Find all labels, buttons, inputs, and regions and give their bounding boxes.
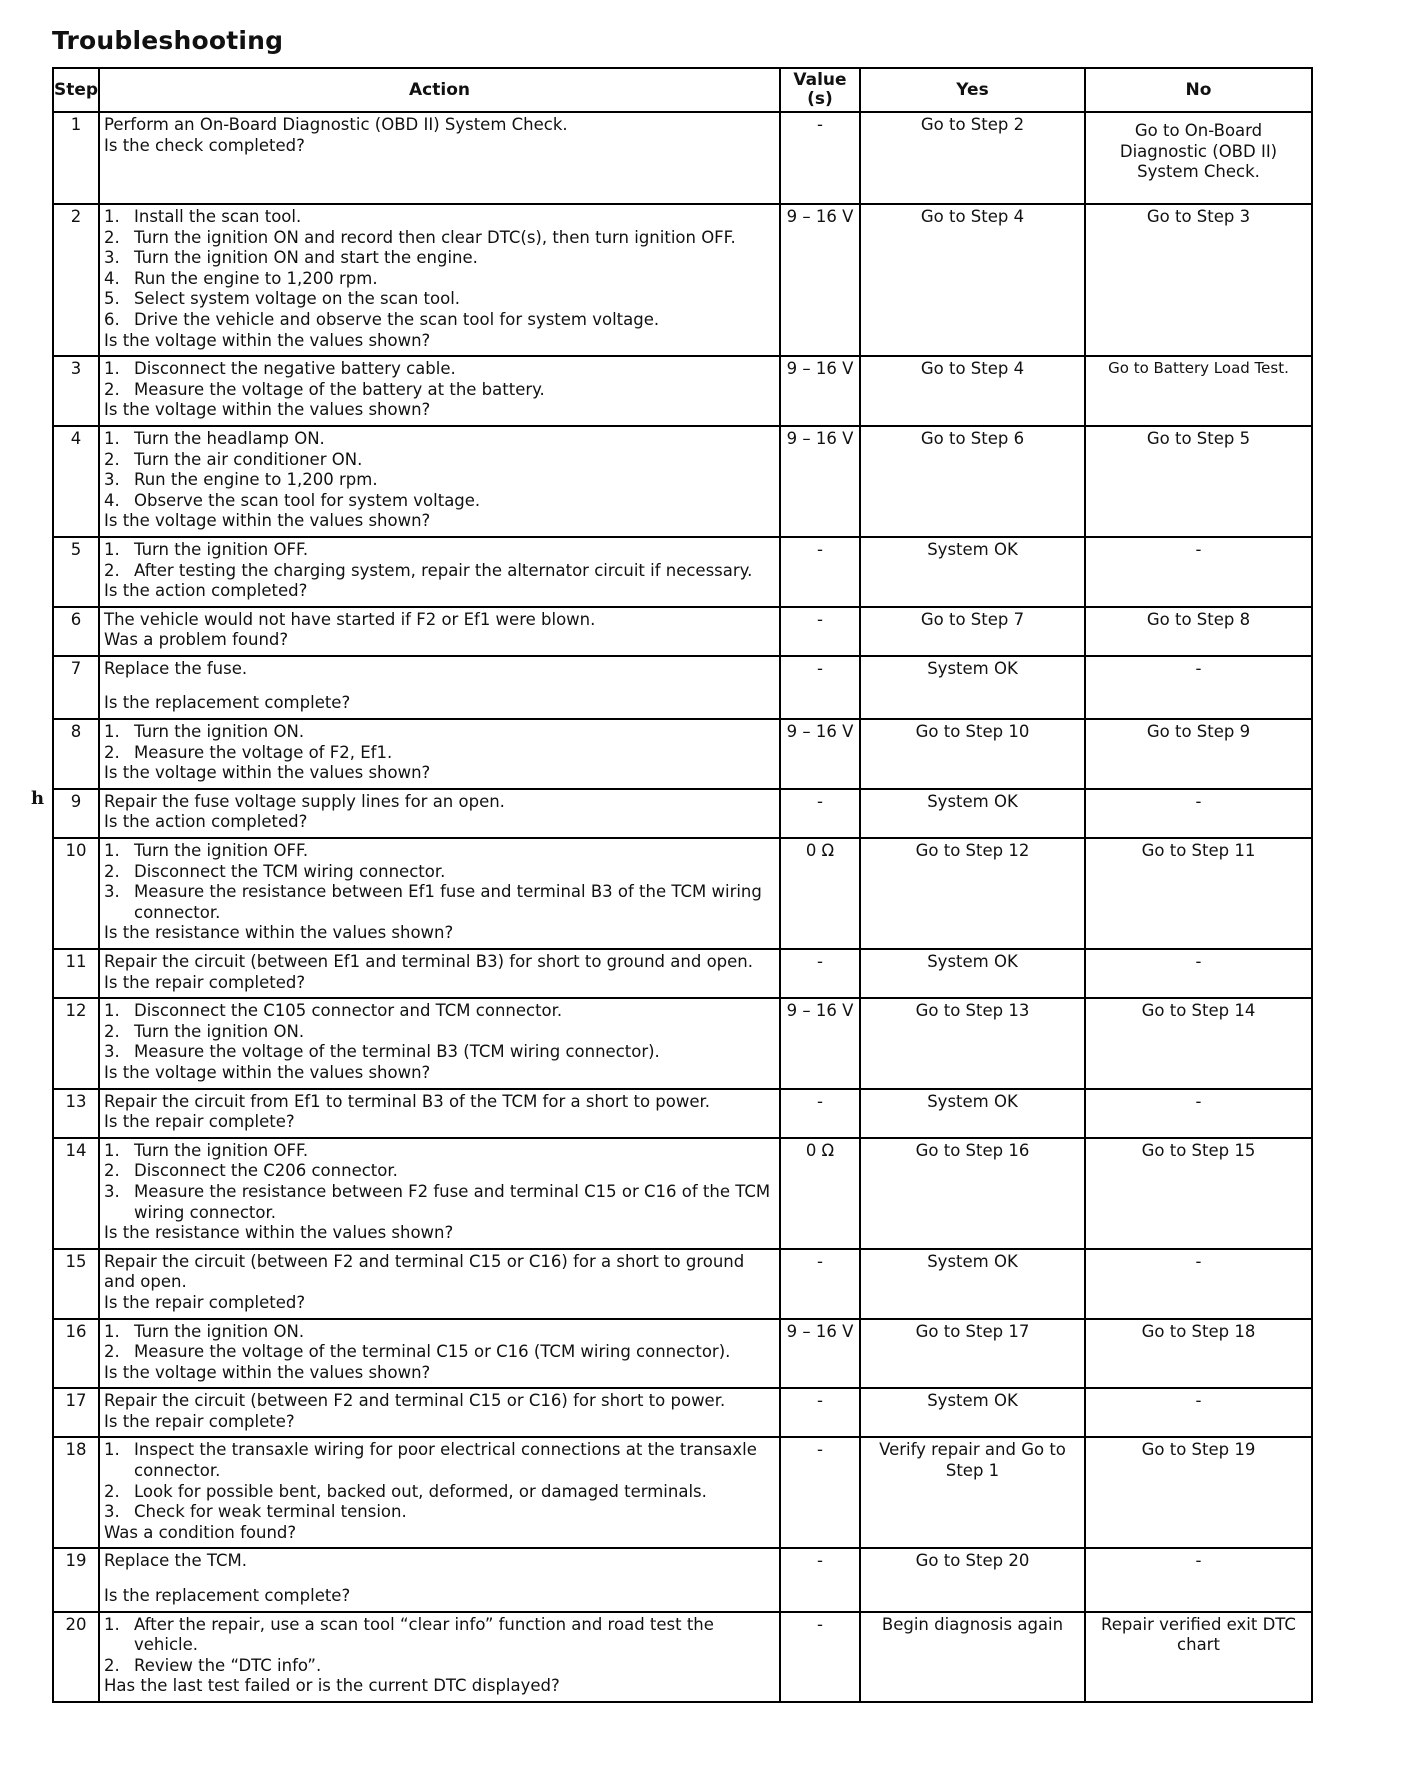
step-number: 14 [53,1138,99,1249]
table-row [53,1138,1312,1249]
step-number: 4 [53,426,99,537]
action-step-item [104,359,775,380]
action-cell [99,607,780,656]
action-cell [99,204,780,356]
action-question: Is the voltage within the values shown? [104,400,431,420]
table-row [53,1612,1312,1702]
action-cell [99,1249,780,1319]
action-step-number: 5. [104,289,120,309]
table-row [53,1249,1312,1319]
no-cell: - [1085,949,1312,998]
step-number: 17 [53,1388,99,1437]
action-question: Was a problem found? [104,630,289,650]
action-step-text: Disconnect the C105 connector and TCM connector. [134,1001,563,1021]
action-question: Is the repair completed? [104,972,306,992]
table-row [53,838,1312,949]
action-step-number: 2. [104,1021,120,1041]
action-cell [99,1319,780,1389]
step-number: 1 [53,112,99,204]
action-step-number: 3. [104,1502,120,1522]
action-step-number: 1. [104,722,120,742]
value-cell: - [780,949,860,998]
action-question: Is the resistance within the values shown? [104,923,454,943]
action-cell [99,1089,780,1138]
action-step-item [104,540,775,561]
action-step-item [104,380,775,401]
action-step-text: Turn the ignition ON. [134,1021,305,1041]
table-row [53,1388,1312,1437]
action-question: Is the voltage within the values shown? [104,763,431,783]
action-step-text: Turn the ignition ON and start the engine. [134,248,478,268]
action-step-number: 1. [104,539,120,559]
action-text: Repair the circuit (between F2 and terminal C15 or C16) for a short to ground and open. [104,1251,745,1292]
action-step-item [104,1022,775,1043]
action-question: Is the voltage within the values shown? [104,330,431,350]
action-step-item [104,289,775,310]
action-step-item [104,841,775,862]
table-row [53,1089,1312,1138]
action-question: Is the action completed? [104,812,308,832]
action-cell [99,356,780,426]
value-cell: - [780,1612,860,1702]
action-step-text: Select system voltage on the scan tool. [134,289,461,309]
action-step-item [104,310,775,331]
yes-cell: Begin diagnosis again [860,1612,1085,1702]
action-step-text: Review the “DTC info”. [134,1655,322,1675]
value-cell: - [780,1548,860,1611]
action-step-item [104,491,775,512]
no-cell: Go to Battery Load Test. [1085,356,1312,426]
value-cell: 9 – 16 V [780,204,860,356]
step-number: 5 [53,537,99,607]
action-step-number: 3. [104,1042,120,1062]
action-step-number: 2. [104,742,120,762]
page-title: Troubleshooting [52,26,284,55]
step-number: 19 [53,1548,99,1611]
troubleshooting-table [52,67,1313,1703]
no-cell: - [1085,537,1312,607]
action-step-item [104,1502,775,1523]
action-step-item [104,1141,775,1162]
action-step-number: 3. [104,248,120,268]
no-cell: Go to Step 19 [1085,1437,1312,1548]
step-number: 10 [53,838,99,949]
action-step-text: Check for weak terminal tension. [134,1502,407,1522]
action-step-text: Turn the headlamp ON. [134,428,325,448]
value-cell: - [780,1249,860,1319]
action-question: Is the replacement complete? [104,693,351,713]
yes-cell: Verify repair and Go to Step 1 [860,1437,1085,1548]
action-step-number: 1. [104,207,120,226]
no-cell: Go to Step 14 [1085,998,1312,1088]
yes-cell: Go to Step 10 [860,719,1085,789]
action-cell [99,1612,780,1702]
action-step-number: 2. [104,1655,120,1675]
action-step-number: 4. [104,268,120,288]
header-no: No [1085,68,1312,112]
action-text: Replace the fuse. [104,658,248,678]
action-step-item [104,470,775,491]
yes-cell: Go to Step 16 [860,1138,1085,1249]
action-step-text: Drive the vehicle and observe the scan tool for system voltage. [134,309,660,329]
action-step-item [104,1182,775,1223]
action-step-text: After testing the charging system, repair the alternator circuit if necessary. [134,560,753,580]
action-cell [99,1388,780,1437]
value-cell: - [780,112,860,204]
table-row [53,607,1312,656]
no-cell: Go to Step 9 [1085,719,1312,789]
no-cell: - [1085,789,1312,838]
step-number: 20 [53,1612,99,1702]
yes-cell: System OK [860,789,1085,838]
table-row [53,949,1312,998]
action-question: Is the repair complete? [104,1112,295,1132]
action-step-item [104,429,775,450]
action-step-number: 1. [104,1321,120,1341]
no-cell: - [1085,1548,1312,1611]
action-step-text: Disconnect the negative battery cable. [134,359,456,379]
action-text: Repair the circuit from Ef1 to terminal B3 of the TCM for a short to power. [104,1091,711,1111]
action-step-item [104,228,775,249]
action-cell [99,1548,780,1611]
action-step-item [104,207,775,228]
table-row [53,656,1312,719]
action-step-text: Measure the voltage of F2, Ef1. [134,742,393,762]
action-cell [99,112,780,204]
action-question: Is the replacement complete? [104,1586,351,1606]
action-step-number: 2. [104,1481,120,1501]
table-row [53,1548,1312,1611]
header-row [53,68,1312,112]
action-step-text: Run the engine to 1,200 rpm. [134,470,378,490]
header-value: Value (s) [780,68,860,112]
yes-cell: Go to Step 13 [860,998,1085,1088]
action-step-text: Measure the resistance between Ef1 fuse and terminal B3 of the TCM wiring connector. [134,882,762,922]
value-cell: - [780,656,860,719]
action-step-number: 1. [104,1140,120,1160]
action-question: Is the voltage within the values shown? [104,1062,431,1082]
action-step-text: Disconnect the C206 connector. [134,1161,398,1181]
value-cell: 9 – 16 V [780,998,860,1088]
action-step-number: 2. [104,560,120,580]
action-text: Repair the circuit (between Ef1 and terminal B3) for short to ground and open. [104,952,753,971]
yes-cell: Go to Step 6 [860,426,1085,537]
action-cell [99,656,780,719]
step-number: 9 [53,789,99,838]
action-step-item [104,561,775,582]
step-number: 6 [53,607,99,656]
table-row [53,537,1312,607]
action-step-text: Measure the voltage of the battery at the battery. [134,379,545,399]
table-row [53,112,1312,204]
value-cell: - [780,1089,860,1138]
value-cell: - [780,1388,860,1437]
action-step-text: Turn the ignition ON. [134,1321,305,1341]
action-text: Replace the TCM. [104,1551,247,1571]
action-cell [99,838,780,949]
action-text: The vehicle would not have started if F2 or Ef1 were blown. [104,609,596,629]
margin-mark: h [31,788,45,809]
table-row [53,719,1312,789]
action-step-text: After the repair, use a scan tool “clear info” function and road test the vehicle. [134,1614,714,1655]
value-cell: 9 – 16 V [780,356,860,426]
yes-cell: Go to Step 17 [860,1319,1085,1389]
step-number: 7 [53,656,99,719]
action-cell [99,789,780,838]
action-step-item [104,1342,775,1363]
yes-cell: Go to Step 12 [860,838,1085,949]
action-cell [99,1437,780,1548]
value-cell: - [780,1437,860,1548]
action-step-number: 2. [104,227,120,247]
no-cell: - [1085,1089,1312,1138]
step-number: 16 [53,1319,99,1389]
action-question: Is the voltage within the values shown? [104,511,431,531]
no-cell: Repair verified exit DTC chart [1085,1612,1312,1702]
action-step-item [104,743,775,764]
action-step-number: 1. [104,1614,120,1634]
yes-cell: System OK [860,1249,1085,1319]
yes-cell: Go to Step 4 [860,204,1085,356]
action-step-item [104,269,775,290]
action-text: Repair the circuit (between F2 and terminal C15 or C16) for short to power. [104,1391,726,1411]
value-cell: - [780,607,860,656]
action-cell [99,1138,780,1249]
action-step-text: Inspect the transaxle wiring for poor electrical connections at the transaxle connector. [134,1440,757,1481]
action-step-text: Turn the ignition ON. [134,722,305,742]
no-cell: Go to Step 8 [1085,607,1312,656]
step-number: 18 [53,1437,99,1548]
table-row [53,1437,1312,1548]
value-cell: 0 Ω [780,838,860,949]
action-step-item [104,722,775,743]
step-number: 15 [53,1249,99,1319]
action-step-item [104,882,775,923]
action-step-text: Turn the air conditioner ON. [134,449,363,469]
yes-cell: Go to Step 20 [860,1548,1085,1611]
yes-cell: Go to Step 2 [860,112,1085,204]
action-step-number: 1. [104,1440,120,1460]
value-cell: 9 – 16 V [780,426,860,537]
value-cell: - [780,789,860,838]
action-step-text: Install the scan tool. [134,207,302,226]
action-step-text: Observe the scan tool for system voltage. [134,490,481,510]
header-action: Action [99,68,780,112]
action-step-text: Turn the ignition OFF. [134,841,309,861]
header-step: Step [53,68,99,112]
step-number: 2 [53,204,99,356]
action-step-text: Turn the ignition OFF. [134,539,309,559]
table-row [53,426,1312,537]
action-step-item [104,450,775,471]
yes-cell: System OK [860,656,1085,719]
value-cell: 0 Ω [780,1138,860,1249]
action-cell [99,949,780,998]
action-question: Is the check completed? [104,135,305,155]
no-cell: Go to Step 15 [1085,1138,1312,1249]
action-step-number: 1. [104,359,120,379]
no-cell: Go to On-Board Diagnostic (OBD II) System Check. [1085,112,1312,204]
table-row [53,204,1312,356]
action-step-text: Turn the ignition OFF. [134,1140,309,1160]
action-step-number: 3. [104,470,120,490]
action-cell [99,537,780,607]
action-step-item [104,1440,775,1481]
action-step-text: Measure the voltage of the terminal C15 or C16 (TCM wiring connector). [134,1342,731,1362]
step-number: 3 [53,356,99,426]
yes-cell: Go to Step 4 [860,356,1085,426]
step-number: 8 [53,719,99,789]
action-step-number: 2. [104,449,120,469]
action-step-item [104,1656,775,1677]
action-question: Was a condition found? [104,1522,297,1542]
yes-cell: System OK [860,1388,1085,1437]
table-row [53,1319,1312,1389]
action-question: Is the resistance within the values shown? [104,1223,454,1243]
table-row [53,789,1312,838]
action-step-text: Turn the ignition ON and record then clear DTC(s), then turn ignition OFF. [134,227,736,247]
value-cell: - [780,537,860,607]
action-step-number: 3. [104,1181,120,1201]
table-row [53,998,1312,1088]
action-step-item [104,1615,775,1656]
step-number: 11 [53,949,99,998]
action-text: Repair the fuse voltage supply lines for an open. [104,791,505,811]
action-text: Perform an On-Board Diagnostic (OBD II) System Check. [104,115,568,134]
step-number: 12 [53,998,99,1088]
action-step-number: 6. [104,309,120,329]
value-cell: 9 – 16 V [780,1319,860,1389]
no-cell: Go to Step 11 [1085,838,1312,949]
action-step-text: Measure the resistance between F2 fuse and terminal C15 or C16 of the TCM wiring connector. [134,1181,771,1222]
action-step-text: Look for possible bent, backed out, deformed, or damaged terminals. [134,1481,707,1501]
action-question: Is the repair completed? [104,1292,306,1312]
action-step-number: 1. [104,428,120,448]
action-step-item [104,1322,775,1343]
action-cell [99,426,780,537]
no-cell: Go to Step 3 [1085,204,1312,356]
action-step-text: Run the engine to 1,200 rpm. [134,268,378,288]
no-cell: Go to Step 18 [1085,1319,1312,1389]
action-step-number: 3. [104,882,120,902]
no-cell: Go to Step 5 [1085,426,1312,537]
action-step-text: Measure the voltage of the terminal B3 (TCM wiring connector). [134,1042,660,1062]
yes-cell: System OK [860,537,1085,607]
action-cell [99,719,780,789]
action-step-item [104,1042,775,1063]
action-step-item [104,1482,775,1503]
action-step-number: 1. [104,841,120,861]
yes-cell: Go to Step 7 [860,607,1085,656]
table-row [53,356,1312,426]
no-cell: - [1085,656,1312,719]
action-step-text: Disconnect the TCM wiring connector. [134,861,446,881]
action-step-number: 2. [104,1342,120,1362]
action-step-item [104,248,775,269]
step-number: 13 [53,1089,99,1138]
no-cell: - [1085,1388,1312,1437]
action-step-item [104,1161,775,1182]
action-cell [99,998,780,1088]
action-step-number: 2. [104,379,120,399]
action-step-item [104,862,775,883]
yes-cell: System OK [860,949,1085,998]
table-body [53,112,1312,1702]
action-question: Is the voltage within the values shown? [104,1362,431,1382]
action-step-number: 2. [104,1161,120,1181]
action-step-number: 2. [104,861,120,881]
yes-cell: System OK [860,1089,1085,1138]
action-question: Is the action completed? [104,581,308,601]
no-cell: - [1085,1249,1312,1319]
action-step-number: 1. [104,1001,120,1021]
header-yes: Yes [860,68,1085,112]
action-step-item [104,1001,775,1022]
action-question: Is the repair complete? [104,1411,295,1431]
value-cell: 9 – 16 V [780,719,860,789]
action-question: Has the last test failed or is the current DTC displayed? [104,1676,560,1696]
action-step-number: 4. [104,490,120,510]
